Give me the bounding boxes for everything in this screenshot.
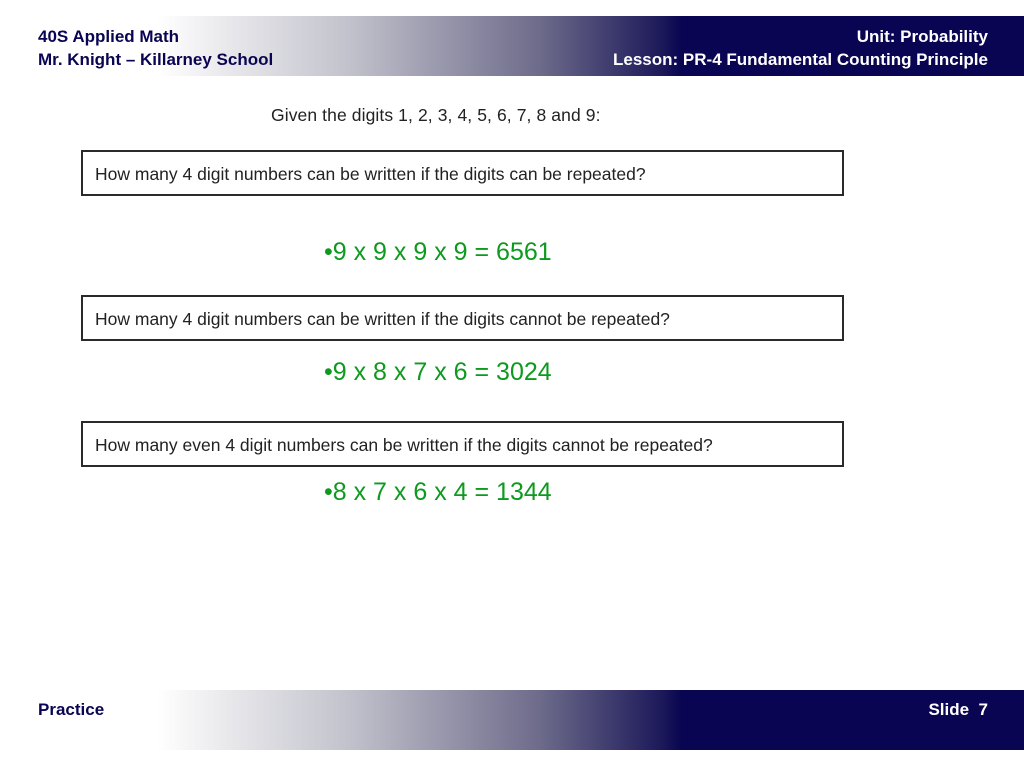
answer-1: •9 x 9 x 9 x 9 = 6561 — [324, 238, 552, 266]
footer-section-label: Practice — [38, 700, 105, 719]
question-1-text: How many 4 digit numbers can be written if the digits can be repeated? — [95, 164, 646, 184]
lesson-title: Lesson: PR-4 Fundamental Counting Principle — [613, 50, 988, 69]
header-left — [38, 25, 273, 71]
unit-title: Unit: Probability — [856, 27, 988, 46]
header-right — [613, 25, 988, 71]
teacher-school: Mr. Knight – Killarney School — [38, 50, 274, 69]
question-box-2 — [81, 295, 844, 341]
question-box-1 — [81, 150, 844, 196]
question-3-text: How many even 4 digit numbers can be written if the digits cannot be repeated? — [95, 435, 713, 455]
answer-3: •8 x 7 x 6 x 4 = 1344 — [324, 478, 552, 506]
footer-band — [16, 690, 1024, 750]
answer-2: •9 x 8 x 7 x 6 = 3024 — [324, 358, 552, 386]
question-2-text: How many 4 digit numbers can be written if the digits cannot be repeated? — [95, 309, 670, 329]
question-box-3 — [81, 421, 844, 467]
course-title: 40S Applied Math — [38, 27, 180, 46]
slide-number: Slide 7 — [928, 700, 988, 719]
given-digits-text: Given the digits 1, 2, 3, 4, 5, 6, 7, 8 and 9: — [271, 105, 601, 125]
